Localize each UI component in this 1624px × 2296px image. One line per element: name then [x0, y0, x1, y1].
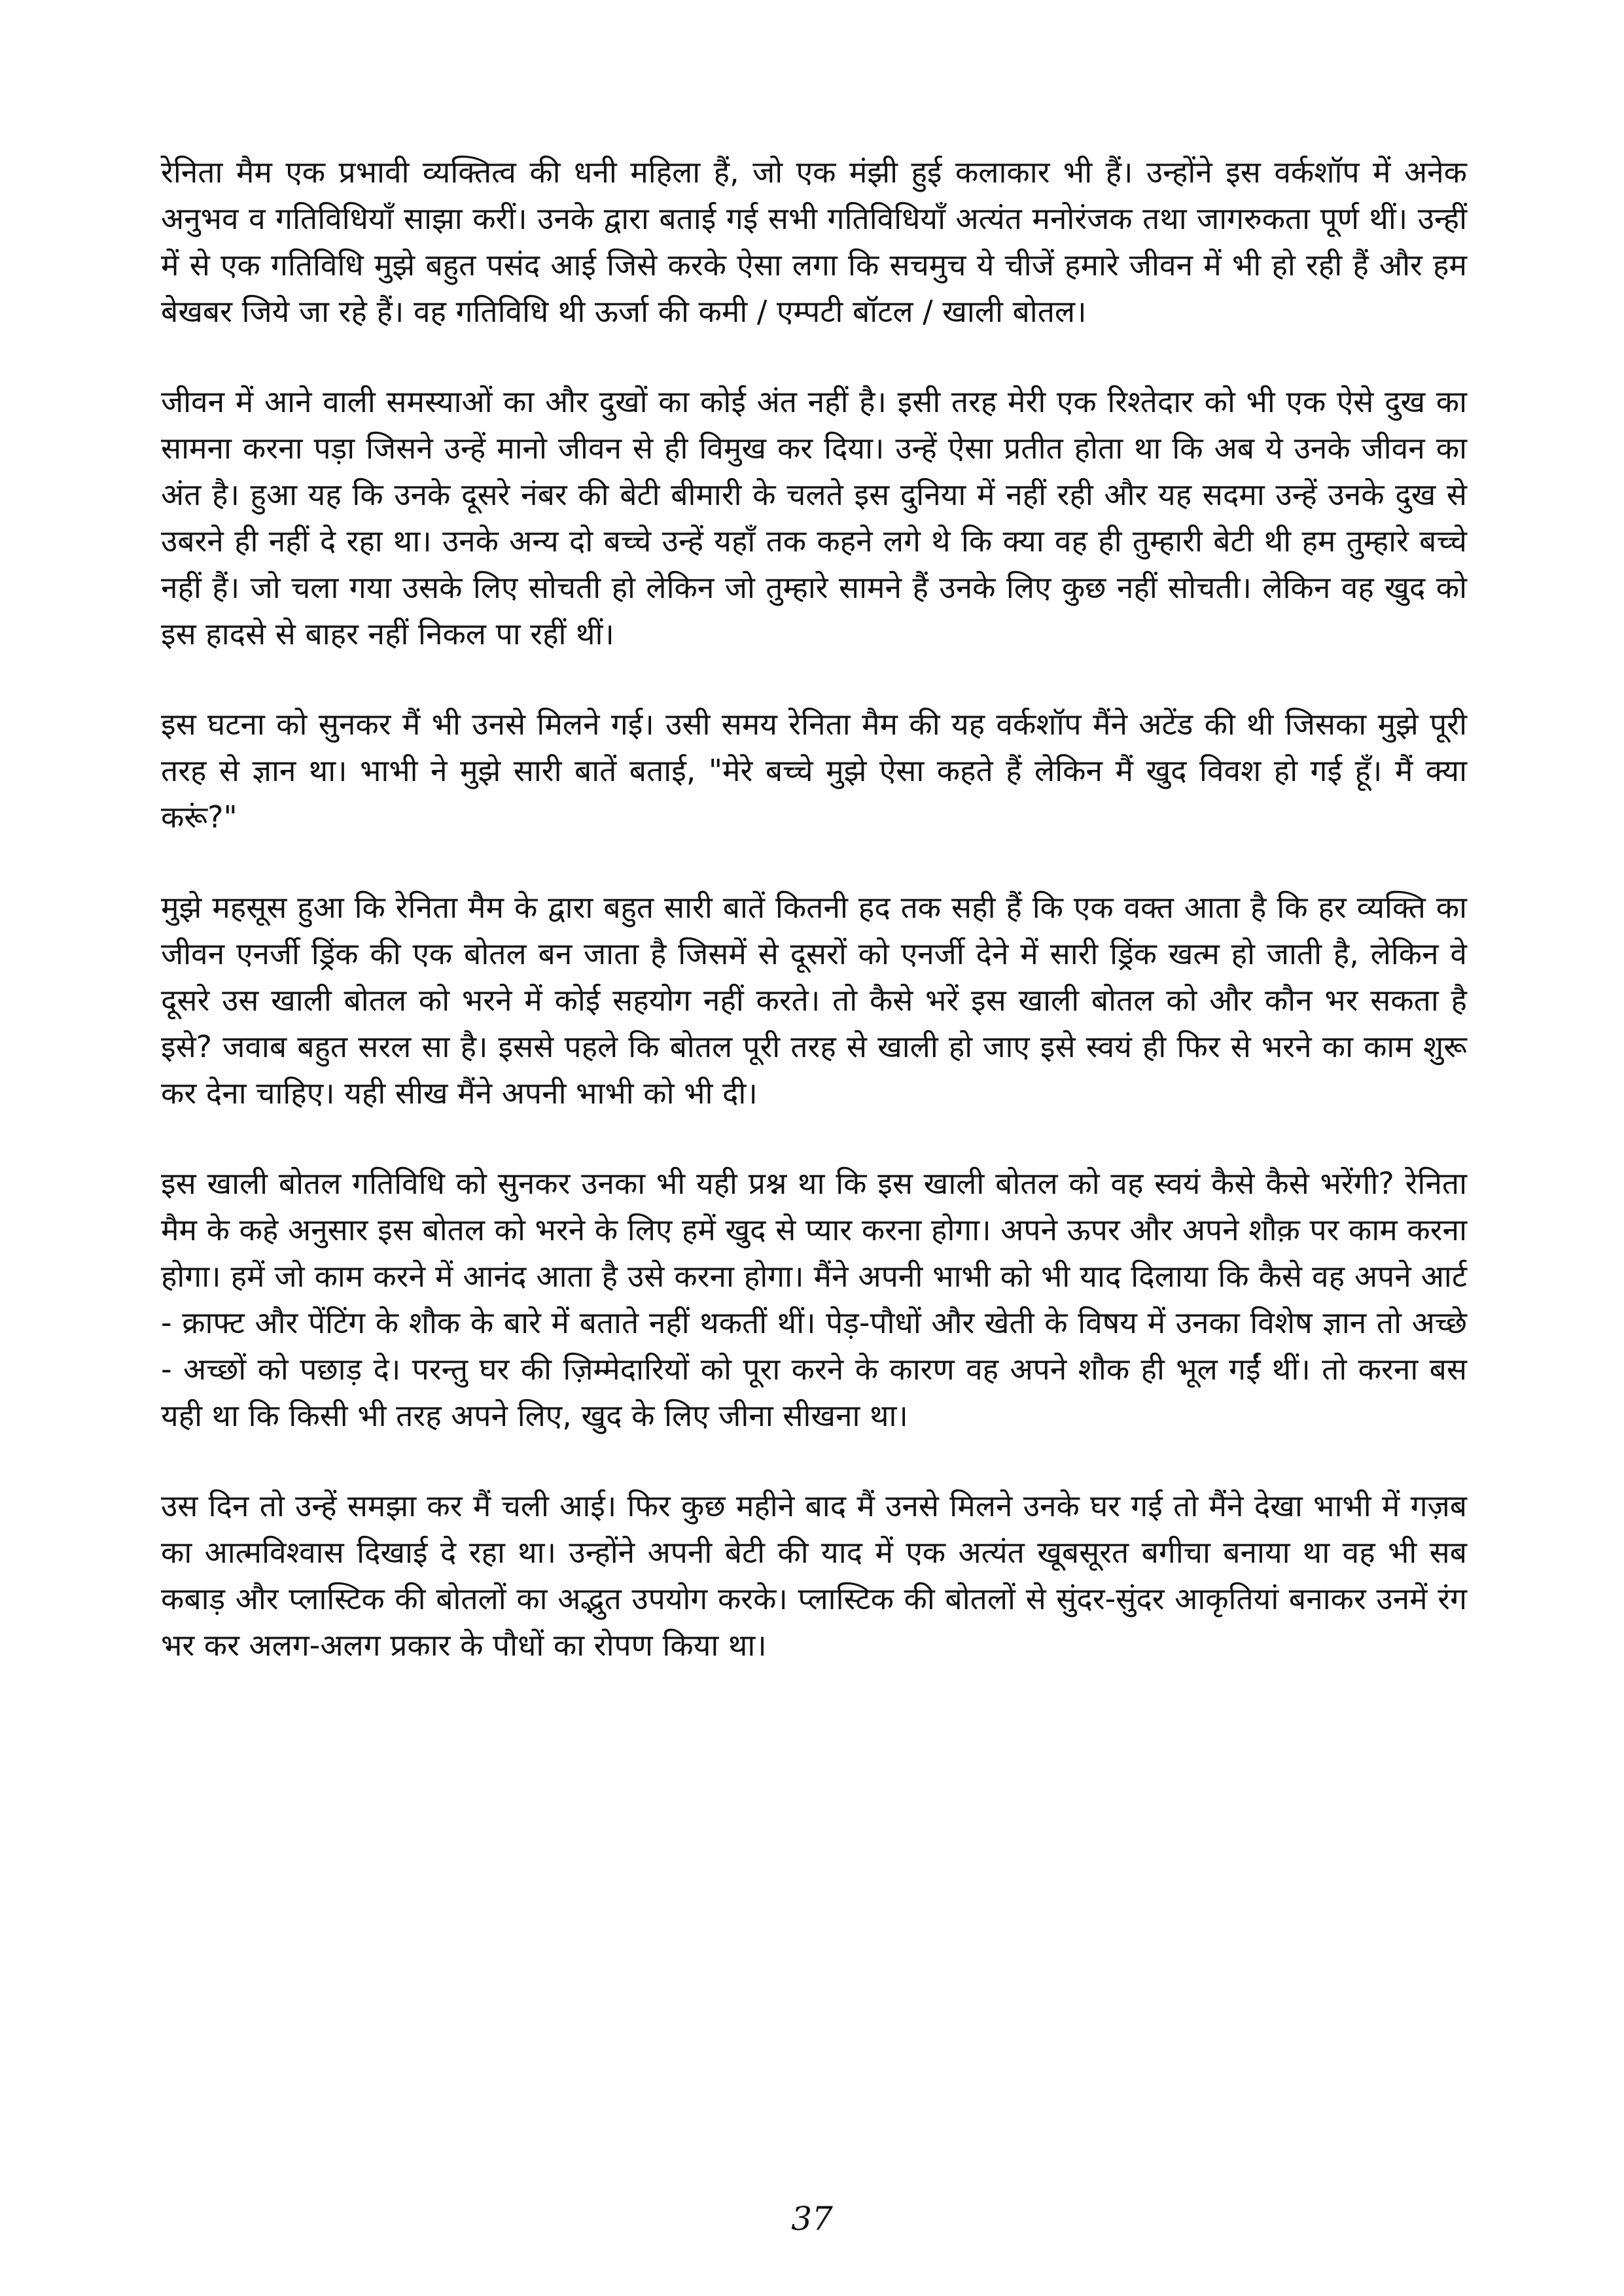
- paragraph-3: इस घटना को सुनकर मैं भी उनसे मिलने गई। उसी समय रेनिता मैम की यह वर्कशॉप मैंने अटेंड की थी जिसका मुझे पूरी तरह से ज्ञान था। भाभी ने मुझे सारी बातें बताई, "मेरे बच्चे मुझे ऐसा कहते हैं लेकिन मैं खुद विवश हो गई हूँ। मैं क्या करूं?": [161, 706, 1467, 835]
- paragraph-2: जीवन में आने वाली समस्याओं का और दुखों का कोई अंत नहीं है। इसी तरह मेरी एक रिश्तेदार को भी एक ऐसे दुख का सामना करना पड़ा जिसने उन्हें मानो जीवन से ही विमुख कर दिया। उन्हें ऐसा प्रतीत होता था कि अब ये उनके जीवन का अंत है। हुआ यह कि उनके दूसरे नंबर की बेटी बीमारी के चलते इस दुनिया में नहीं रही और यह सदमा उन्हें उनके दुख से उबरने ही नहीं दे रहा था। उनके अन्य दो बच्चे उन्हें यहाँ तक कहने लगे थे कि क्या वह ही तुम्हारी बेटी थी हम तुम्हारे बच्चे नहीं हैं। जो चला गया उसके लिए सोचती हो लेकिन जो तुम्हारे सामने हैं उनके लिए कुछ नहीं सोचती। लेकिन वह खुद को इस हादसे से बाहर नहीं निकल पा रहीं थीं।: [161, 384, 1467, 652]
- paragraph-1: रेनिता मैम एक प्रभावी व्यक्तित्व की धनी महिला हैं, जो एक मंझी हुई कलाकार भी हैं। उन्होंने इस वर्कशॉप में अनेक अनुभव व गतिविधियाँ साझा करीं। उनके द्वारा बताई गई सभी गतिविधियाँ अत्यंत मनोरंजक तथा जागरुकता पूर्ण थीं। उन्हीं में से एक गतिविधि मुझे बहुत पसंद आई जिसे करके ऐसा लगा कि सचमुच ये चीजें हमारे जीवन में भी हो रही हैं और हम बेखबर जिये जा रहे हैं। वह गतिविधि थी ऊर्जा की कमी / एम्पटी बॉटल / खाली बोतल।: [161, 154, 1467, 329]
- page-body: [161, 149, 1467, 1713]
- paragraph-6: उस दिन तो उन्हें समझा कर मैं चली आई। फिर कुछ महीने बाद मैं उनसे मिलने उनके घर गई तो मैंने देखा भाभी में गज़ब का आत्मविश्वास दिखाई दे रहा था। उन्होंने अपनी बेटी की याद में एक अत्यंत खूबसूरत बगीचा बनाया था वह भी सब कबाड़ और प्लास्टिक की बोतलों का अद्भुत उपयोग करके। प्लास्टिक की बोतलों से सुंदर-सुंदर आकृतियां बनाकर उनमें रंग भर कर अलग-अलग प्रकार के पौधों का रोपण किया था।: [161, 1488, 1467, 1663]
- page-number: 37: [791, 2200, 833, 2238]
- paragraph-5: इस खाली बोतल गतिविधि को सुनकर उनका भी यही प्रश्न था कि इस खाली बोतल को वह स्वयं कैसे कैसे भरेंगी? रेनिता मैम के कहे अनुसार इस बोतल को भरने के लिए हमें खुद से प्यार करना होगा। अपने ऊपर और अपने शौक़ पर काम करना होगा। हमें जो काम करने में आनंद आता है उसे करना होगा। मैंने अपनी भाभी को भी याद दिलाया कि कैसे वह अपने आर्ट - क्राफ्ट और पेंटिंग के शौक के बारे में बताते नहीं थकतीं थीं। पेड़-पौधों और खेती के विषय में उनका विशेष ज्ञान तो अच्छे - अच्छों को पछाड़ दे। परन्तु घर की ज़िम्मेदारियों को पूरा करने के कारण वह अपने शौक ही भूल गईं थीं। तो करना बस यही था कि किसी भी तरह अपने लिए, खुद के लिए जीना सीखना था।: [161, 1166, 1467, 1433]
- paragraph-4: मुझे महसूस हुआ कि रेनिता मैम के द्वारा बहुत सारी बातें कितनी हद तक सही हैं कि एक वक्त आता है कि हर व्यक्ति का जीवन एनर्जी ड्रिंक की एक बोतल बन जाता है जिसमें से दूसरों को एनर्जी देने में सारी ड्रिंक खत्म हो जाती है, लेकिन वे दूसरे उस खाली बोतल को भरने में कोई सहयोग नहीं करते। तो कैसे भरें इस खाली बोतल को और कौन भर सकता है इसे? जवाब बहुत सरल सा है। इससे पहले कि बोतल पूरी तरह से खाली हो जाए इसे स्वयं ही फिर से भरने का काम शुरू कर देना चाहिए। यही सीख मैंने अपनी भाभी को भी दी।: [161, 890, 1467, 1111]
